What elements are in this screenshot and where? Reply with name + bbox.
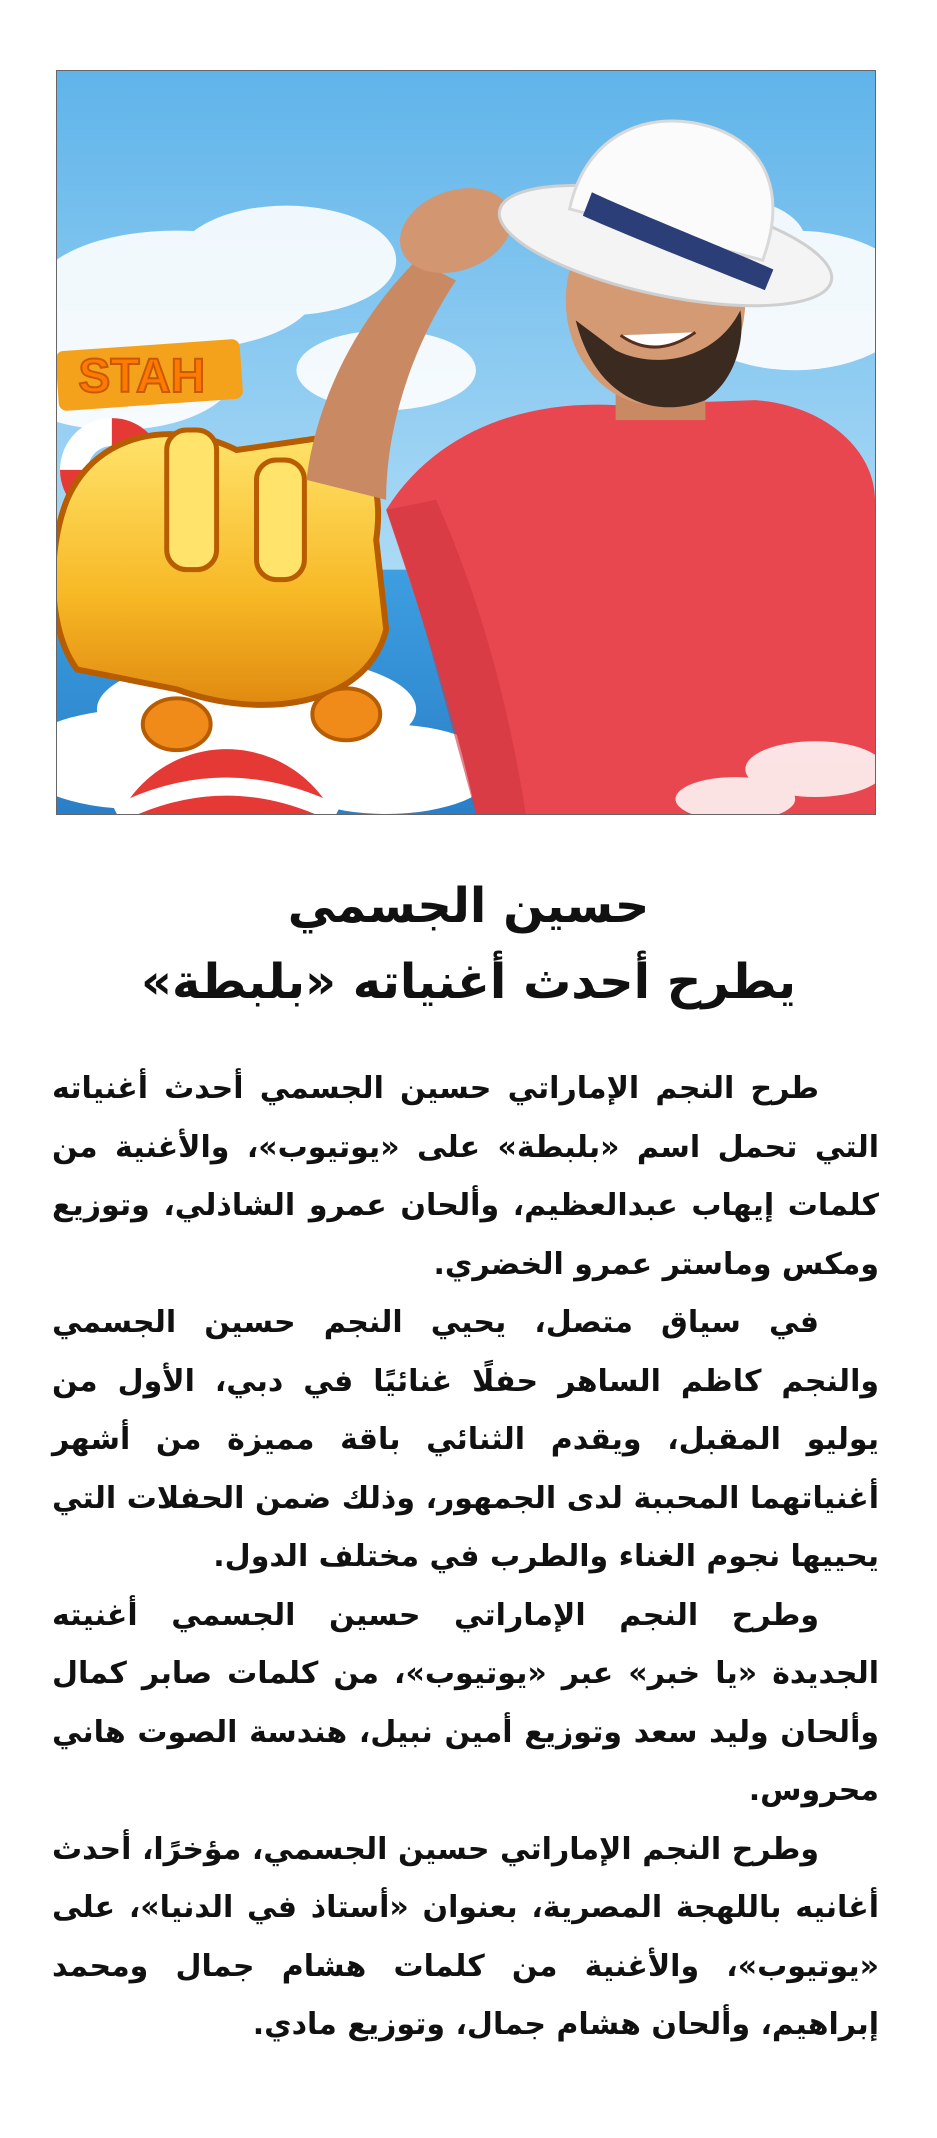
photo-illustration — [57, 71, 875, 814]
article-photo — [56, 70, 876, 815]
headline-line-2: يطرح أحدث أغنياته «بلبطة» — [140, 954, 797, 1010]
article-body — [52, 1060, 879, 2055]
headline-line-1: حسين الجسمي — [287, 878, 650, 934]
article-paragraph-2: في سياق متصل، يحيي النجم حسين الجسمي والنجم كاظم الساهر حفلًا غنائيًا في دبي، الأول من يوليو المقبل، ويقدم الثنائي باقة مميزة من أشهر أغنياتهما المحببة لدى الجمهور، وذلك ضمن الحفلات التي يحييها نجوم الغناء والطرب في مختلف الدول. — [52, 1305, 879, 1574]
article-paragraph-1: طرح النجم الإماراتي حسين الجسمي أحدث أغنياته التي تحمل اسم «بلبطة» على «يوتيوب»، والأغنية من كلمات إيهاب عبدالعظيم، وألحان عمرو الشاذلي، وتوزيع ومكس وماستر عمرو الخضري. — [52, 1071, 879, 1282]
article-paragraph-4: وطرح النجم الإماراتي حسين الجسمي، مؤخرًا، أحدث أغانيه باللهجة المصرية، بعنوان «أستاذ في الدنيا»، على «يوتيوب»، والأغنية من كلمات هشام جمال ومحمد إبراهيم، وألحان هشام جمال، وتوزيع مادي. — [52, 1831, 879, 2042]
headline — [40, 868, 897, 1020]
banner-text: STAH — [78, 350, 206, 404]
article-paragraph-3: وطرح النجم الإماراتي حسين الجسمي أغنيته الجديدة «يا خبر» عبر «يوتيوب»، من كلمات صابر كمال وألحان وليد سعد وتوزيع أمين نبيل، هندسة الصوت هاني محروس. — [52, 1597, 879, 1808]
